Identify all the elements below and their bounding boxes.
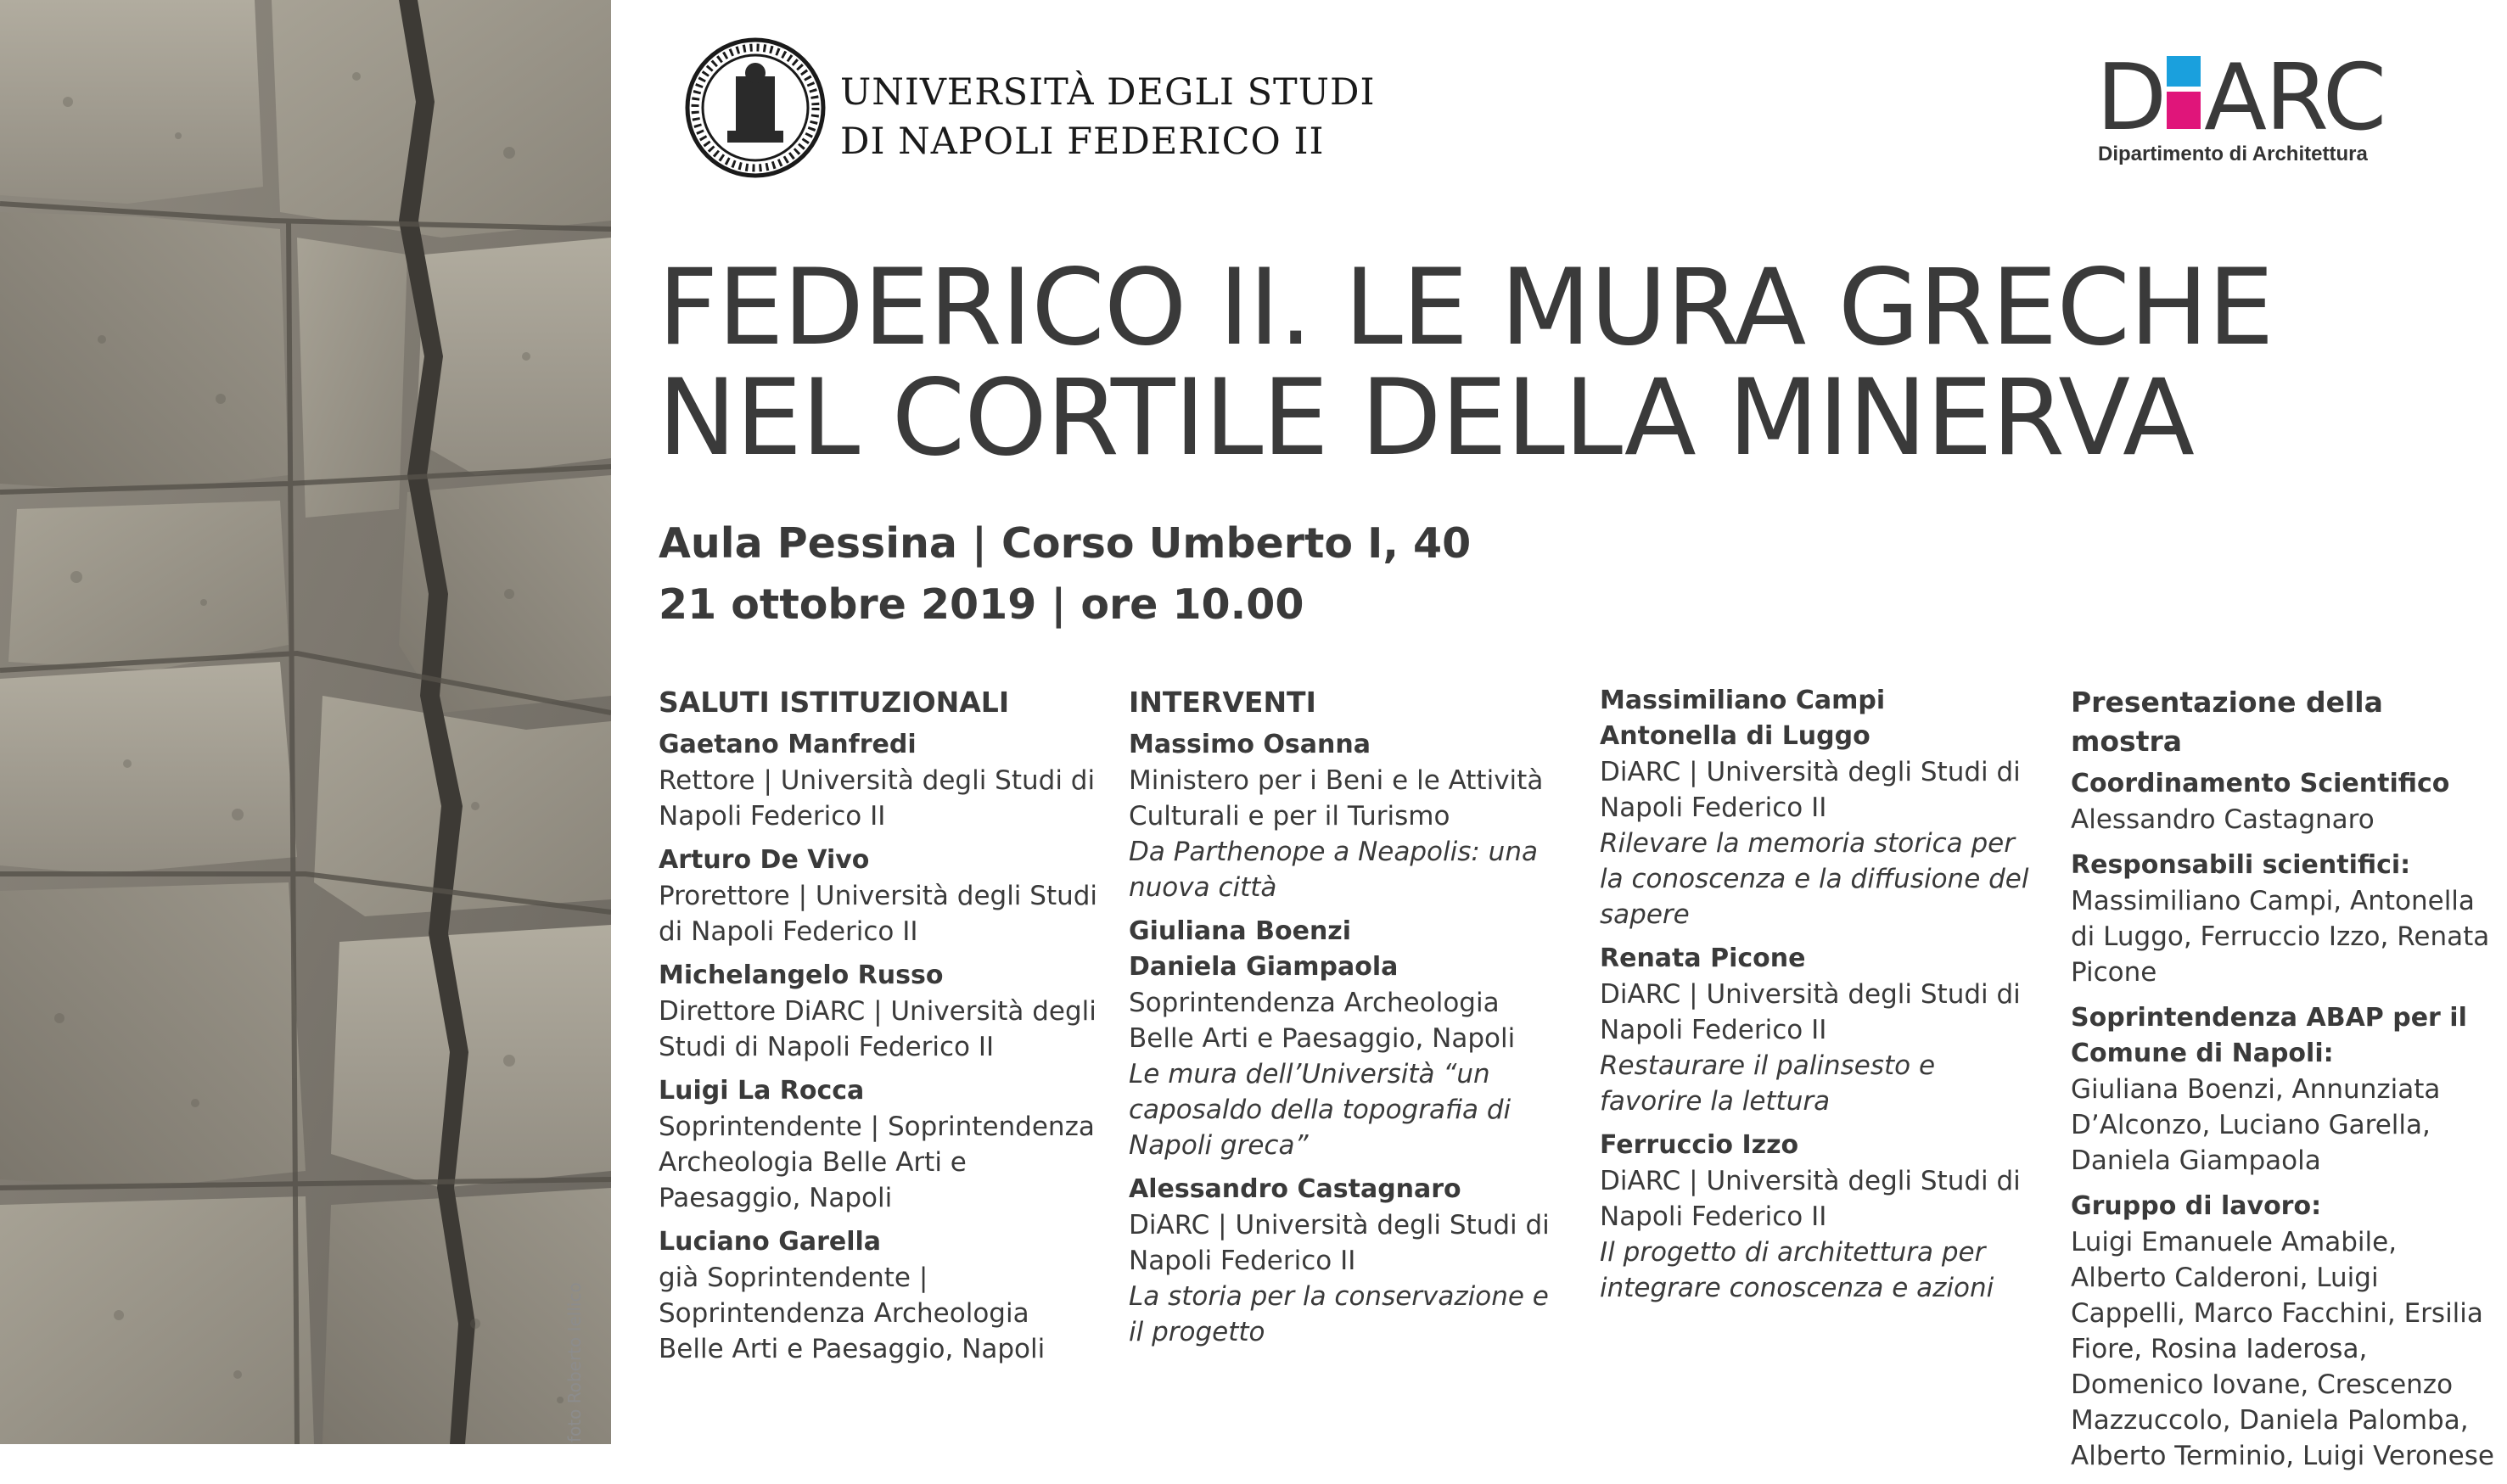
speaker-entry (659, 1224, 1100, 1367)
speaker-role: già Soprintendente | Soprintendenza Archeologia Belle Arti e Paesaggio, Napoli (659, 1263, 1046, 1364)
talk-title: Restaurare il palinsesto e favorire la lettura (1600, 1050, 1936, 1117)
talk-title: Il progetto di architettura per integrare conoscenza e azioni (1600, 1237, 1994, 1303)
talk-title: La storia per la conservazione e il progetto (1129, 1281, 1549, 1347)
event-location: Aula Pessina | Corso Umberto I, 40 (659, 519, 1472, 568)
talk-entry (1129, 914, 1570, 1163)
section-label: Soprintendenza ABAP per il Comune di Napoli: (2071, 1003, 2467, 1068)
diarc-letters-arc: ARC (2204, 45, 2386, 151)
speaker-name: Massimo Osanna (1129, 730, 1371, 759)
speaker-name: Luciano Garella (659, 1227, 882, 1257)
speaker-role: Soprintendente | Soprintendenza Archeologia Belle Arti e Paesaggio, Napoli (659, 1112, 1095, 1213)
diarc-i-icon (2165, 53, 2204, 129)
speaker-role: Ministero per i Beni e le Attività Culturali e per il Turismo (1129, 765, 1544, 832)
interventi-heading: INTERVENTI (1129, 686, 1316, 719)
diarc-letter-d: D (2096, 45, 2166, 151)
speaker-entry (659, 1073, 1100, 1216)
university-logo (683, 36, 1376, 188)
mostra-heading: Presentazione della mostra (2071, 686, 2383, 758)
speaker-name: Michelangelo Russo (659, 960, 944, 990)
diarc-subtitle: Dipartimento di Architettura (2098, 143, 2368, 165)
talk-entry (1600, 1128, 2041, 1306)
talk-title: Rilevare la memoria storica per la conoscenza e la diffusione del sapere (1600, 828, 2029, 930)
speaker-role: DiARC | Università degli Studi di Napoli Federico II (1600, 979, 2021, 1045)
section-text: Massimiliano Campi, Antonella di Luggo, Ferruccio Izzo, Renata Picone (2071, 886, 2490, 988)
speaker-role: DiARC | Università degli Studi di Napoli Federico II (1600, 1166, 2021, 1232)
speaker-role: DiARC | Università degli Studi di Napoli Federico II (1600, 757, 2021, 823)
speaker-name: Giuliana Boenzi (1129, 916, 1352, 946)
mostra-column (2071, 683, 2495, 1484)
section-label: Coordinamento Scientifico (2071, 769, 2450, 798)
speaker-name: Arturo De Vivo (659, 845, 870, 875)
speaker-name-second: Daniela Giampaola (1129, 952, 1399, 982)
title-line1: FEDERICO II. LE MURA GRECHE (658, 247, 2274, 369)
section-label: Gruppo di lavoro: (2071, 1191, 2322, 1221)
interventi-column (1129, 683, 1570, 1358)
section-label: Responsabili scientifici: (2071, 850, 2411, 880)
diarc-wordmark (2096, 45, 2386, 151)
university-name-line2: DI NAPOLI FEDERICO II (840, 120, 1325, 163)
section-text: Alessandro Castagnaro (2071, 804, 2375, 835)
speaker-entry (659, 843, 1100, 949)
event-datetime: 21 ottobre 2019 | ore 10.00 (659, 580, 1304, 629)
stone-wall-photo (0, 0, 611, 1444)
speaker-role: Soprintendenza Archeologia Belle Arti e Paesaggio, Napoli (1129, 988, 1516, 1054)
section-text: Luigi Emanuele Amabile, Alberto Calderoni, Luigi Cappelli, Marco Facchini, Ersilia Fiore, Rosina Iaderosa, Domenico Iovane, Crescenzo Mazzuccolo, Daniela Palomba, Alberto Terminio, Luigi Veronese (2071, 1227, 2494, 1471)
speaker-name: Renata Picone (1600, 944, 1806, 973)
speaker-name: Luigi La Rocca (659, 1076, 865, 1106)
speaker-role: Rettore | Università degli Studi di Napoli Federico II (659, 765, 1096, 832)
speaker-role: DiARC | Università degli Studi di Napoli Federico II (1129, 1210, 1550, 1276)
talk-title: Da Parthenope a Neapolis: una nuova città (1129, 837, 1538, 903)
saluti-heading: SALUTI ISTITUZIONALI (659, 686, 1010, 719)
university-name (840, 68, 1375, 166)
speaker-role: Prorettore | Università degli Studi di Napoli Federico II (659, 881, 1098, 947)
speaker-name: Massimiliano Campi (1600, 686, 1886, 715)
speaker-entry (659, 727, 1100, 834)
section-text: Giuliana Boenzi, Annunziata D’Alconzo, Luciano Garella, Daniela Giampaola (2071, 1074, 2441, 1176)
talk-entry (1600, 941, 2041, 1119)
talk-entry (1129, 727, 1570, 905)
university-seal-icon (683, 36, 827, 180)
talk-title: Le mura dell’Università “un caposaldo della topografia di Napoli greca” (1129, 1059, 1511, 1161)
university-name-line1: UNIVERSITÀ DEGLI STUDI (840, 71, 1376, 114)
title-line2: NEL CORTILE DELLA MINERVA (658, 357, 2194, 479)
saluti-column (659, 683, 1100, 1375)
event-info (659, 513, 1471, 636)
interventi-continued-column (1600, 683, 2041, 1314)
talk-entry (1129, 1172, 1570, 1350)
speaker-name-second: Antonella di Luggo (1600, 721, 1870, 751)
photo-credit: foto Roberto Iellico (564, 1282, 585, 1442)
speaker-entry (659, 958, 1100, 1065)
speaker-name: Gaetano Manfredi (659, 730, 917, 759)
talk-entry (1600, 683, 2041, 932)
speaker-name: Ferruccio Izzo (1600, 1130, 1799, 1160)
page-title (658, 247, 2274, 479)
diarc-logo (2096, 45, 2419, 171)
speaker-name: Alessandro Castagnaro (1129, 1174, 1461, 1204)
speaker-role: Direttore DiARC | Università degli Studi di Napoli Federico II (659, 996, 1096, 1062)
